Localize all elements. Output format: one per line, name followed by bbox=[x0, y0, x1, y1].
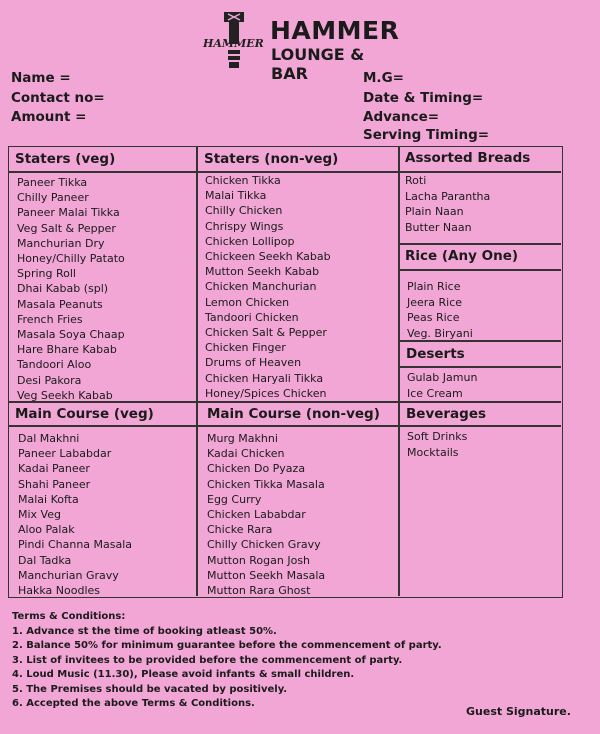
main-nonveg-list bbox=[207, 431, 325, 598]
brand-subtitle: LOUNGE & BAR bbox=[271, 45, 365, 83]
breads-list bbox=[405, 173, 490, 235]
svg-text:HAMMER: HAMMER bbox=[203, 37, 264, 50]
list-item: Mutton Seekh Kabab bbox=[205, 265, 320, 279]
list-item: Butter Naan bbox=[405, 220, 472, 234]
row-divider bbox=[398, 366, 561, 368]
list-item: Gulab Jamun bbox=[407, 371, 478, 384]
list-item: Hare Bhare Kabab bbox=[17, 343, 117, 357]
hammer-emblem-icon bbox=[202, 12, 266, 70]
column-divider bbox=[398, 147, 400, 596]
list-item: Dal Makhni bbox=[18, 432, 80, 445]
list-item: Peas Rice bbox=[407, 311, 460, 324]
list-item: Chicken Lababdar bbox=[207, 508, 306, 522]
list-item: Manchurian Gravy bbox=[18, 568, 119, 582]
main-veg-heading: Main Course (veg) bbox=[15, 406, 154, 422]
row-divider bbox=[9, 425, 398, 427]
list-item: Veg Seekh Kabab bbox=[17, 388, 113, 402]
mg-field: M.G= bbox=[363, 70, 404, 86]
row-divider bbox=[9, 171, 398, 173]
deserts-heading: Deserts bbox=[406, 346, 465, 362]
list-item: Chilly Paneer bbox=[17, 191, 89, 205]
list-item: Masala Peanuts bbox=[17, 297, 103, 311]
list-item: Murg Makhni bbox=[207, 432, 278, 445]
deserts-list bbox=[407, 370, 477, 401]
list-item: Chicken Salt & Pepper bbox=[205, 326, 327, 340]
rice-heading: Rice (Any One) bbox=[405, 248, 519, 264]
amount-field: Amount = bbox=[11, 109, 87, 125]
column-divider bbox=[196, 147, 198, 596]
terms-title: Terms & Conditions: bbox=[12, 611, 126, 622]
list-item: Aloo Palak bbox=[18, 523, 75, 537]
list-item: Lemon Chicken bbox=[205, 295, 290, 309]
list-item: Jeera Rice bbox=[407, 295, 463, 309]
list-item: Honey/Spices Chicken bbox=[205, 386, 327, 400]
terms-list bbox=[12, 625, 442, 712]
list-item: Chicken Tikka bbox=[205, 174, 281, 187]
list-item: 5. The Premises should be vacated by positively. bbox=[12, 683, 288, 695]
list-item: Desi Pakora bbox=[17, 373, 82, 387]
row-divider bbox=[398, 425, 561, 427]
beverages-heading: Beverages bbox=[406, 406, 487, 422]
list-item: Veg. Biryani bbox=[407, 326, 473, 340]
list-item: 1. Advance st the time of booking atleast 50%. bbox=[12, 625, 277, 637]
list-item: Tandoori Chicken bbox=[205, 310, 299, 324]
list-item: 2. Balance 50% for minimum guarantee before the commencement of party. bbox=[12, 640, 442, 651]
list-item: Mocktails bbox=[407, 445, 459, 459]
list-item: Chicken Haryali Tikka bbox=[205, 371, 324, 385]
list-item: 3. List of invitees to be provided before the commencement of party. bbox=[12, 654, 403, 666]
list-item: Chicken Lollipop bbox=[205, 234, 295, 248]
list-item: Mutton Rogan Josh bbox=[207, 553, 311, 567]
list-item: Paneer Tikka bbox=[17, 176, 88, 189]
row-divider bbox=[398, 269, 561, 271]
contact-field: Contact no= bbox=[11, 90, 105, 106]
list-item: Paneer Lababdar bbox=[18, 447, 112, 461]
list-item: 4. Loud Music (11.30), Please avoid infants & small children. bbox=[12, 669, 355, 680]
list-item: Roti bbox=[405, 174, 427, 187]
list-item: Chrispy Wings bbox=[205, 219, 284, 233]
list-item: Mutton Seekh Masala bbox=[207, 568, 326, 582]
list-item: Chilly Chicken bbox=[205, 204, 283, 218]
list-item: Drums of Heaven bbox=[205, 356, 302, 370]
breads-heading: Assorted Breads bbox=[405, 150, 531, 166]
list-item: Dhai Kabab (spl) bbox=[17, 282, 109, 296]
list-item: Manchurian Dry bbox=[17, 236, 105, 250]
rice-list bbox=[407, 279, 473, 341]
list-item: Soft Drinks bbox=[407, 430, 468, 443]
main-nonveg-heading: Main Course (non-veg) bbox=[207, 406, 380, 422]
list-item: Plain Rice bbox=[407, 280, 461, 293]
list-item: Malai Tikka bbox=[205, 189, 267, 203]
list-item: Spring Roll bbox=[17, 267, 76, 281]
list-item: Mix Veg bbox=[18, 508, 61, 522]
list-item: Pindi Channa Masala bbox=[18, 538, 133, 552]
list-item: Egg Curry bbox=[207, 492, 262, 506]
list-item: Ice Cream bbox=[407, 386, 463, 400]
row-divider bbox=[398, 401, 561, 403]
list-item: Dal Tadka bbox=[18, 553, 72, 567]
list-item: Masala Soya Chaap bbox=[17, 328, 125, 342]
list-item: Chicken Do Pyaza bbox=[207, 462, 306, 476]
list-item: Veg Salt & Pepper bbox=[17, 221, 116, 235]
advance-field: Advance= bbox=[363, 109, 440, 125]
list-item: 6. Accepted the above Terms & Conditions. bbox=[12, 698, 255, 709]
list-item: Kadai Paneer bbox=[18, 462, 90, 476]
main-veg-list bbox=[18, 431, 132, 598]
name-field: Name = bbox=[11, 70, 71, 86]
brand-name: HAMMER bbox=[270, 16, 400, 45]
list-item: Paneer Malai Tikka bbox=[17, 206, 120, 220]
list-item: Chicke Rara bbox=[207, 523, 273, 537]
list-item: French Fries bbox=[17, 312, 83, 326]
list-item: Tandoori Aloo bbox=[17, 358, 92, 372]
list-item: Plain Naan bbox=[405, 205, 464, 218]
list-item: Shahi Paneer bbox=[18, 477, 91, 491]
beverages-list bbox=[407, 429, 467, 460]
serving-timing-field: Serving Timing= bbox=[363, 127, 490, 143]
starters-nonveg-heading: Staters (non-veg) bbox=[204, 151, 339, 167]
starters-veg-list bbox=[17, 175, 125, 403]
list-item: Kadai Chicken bbox=[207, 447, 285, 461]
menu-table bbox=[8, 146, 563, 598]
row-divider bbox=[398, 243, 561, 245]
list-item: Chicken Tikka Masala bbox=[207, 477, 325, 491]
list-item: Honey/Chilly Patato bbox=[17, 252, 125, 266]
list-item: Hakka Noodles bbox=[18, 584, 101, 598]
list-item: Chickeen Seekh Kabab bbox=[205, 250, 331, 264]
list-item: Chicken Manchurian bbox=[205, 280, 317, 294]
list-item: Lacha Parantha bbox=[405, 189, 491, 203]
date-timing-field: Date & Timing= bbox=[363, 90, 484, 106]
terms-section bbox=[12, 610, 442, 712]
guest-signature-label: Guest Signature. bbox=[466, 705, 571, 718]
list-item: Chicken Finger bbox=[205, 341, 286, 355]
list-item: Mutton Rara Ghost bbox=[207, 584, 311, 598]
list-item: Chilly Chicken Gravy bbox=[207, 538, 321, 552]
starters-nonveg-list bbox=[205, 173, 331, 401]
starters-veg-heading: Staters (veg) bbox=[15, 151, 116, 167]
list-item: Malai Kofta bbox=[18, 492, 79, 506]
